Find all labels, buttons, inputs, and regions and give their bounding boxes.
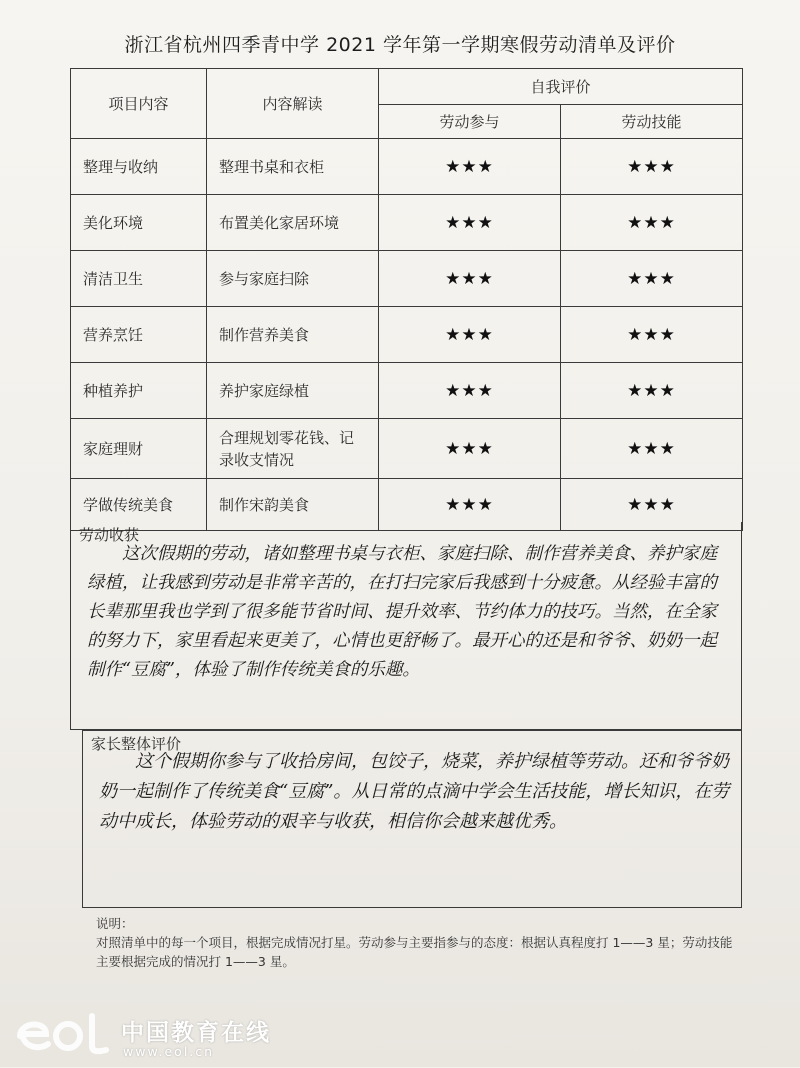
labor-checklist-table — [70, 68, 743, 531]
row-skill-stars: ★★★ — [561, 195, 743, 251]
row-participation-stars: ★★★ — [379, 479, 561, 531]
header-desc: 内容解读 — [207, 69, 379, 139]
header-participation: 劳动参与 — [379, 105, 561, 139]
table-row — [71, 139, 743, 195]
row-desc: 养护家庭绿植 — [207, 363, 379, 419]
table-row — [71, 195, 743, 251]
header-skill: 劳动技能 — [561, 105, 743, 139]
harvest-section — [70, 522, 742, 730]
row-desc: 整理书桌和衣柜 — [207, 139, 379, 195]
instructions — [96, 914, 736, 971]
page-title: 浙江省杭州四季青中学 2021 学年第一学期寒假劳动清单及评价 — [124, 34, 676, 56]
row-skill-stars: ★★★ — [561, 419, 743, 479]
row-participation-stars: ★★★ — [379, 195, 561, 251]
instructions-label: 说明： — [96, 916, 134, 931]
row-item: 整理与收纳 — [71, 139, 207, 195]
row-desc: 布置美化家居环境 — [207, 195, 379, 251]
watermark-name: 中国教育在线 — [121, 1020, 271, 1046]
header-self-eval: 自我评价 — [379, 69, 743, 105]
row-item: 营养烹饪 — [71, 307, 207, 363]
row-item: 家庭理财 — [71, 419, 207, 479]
row-item: 美化环境 — [71, 195, 207, 251]
row-skill-stars: ★★★ — [561, 479, 743, 531]
row-skill-stars: ★★★ — [561, 307, 743, 363]
parent-label: 家长整体评价 — [91, 735, 182, 753]
row-participation-stars: ★★★ — [379, 139, 561, 195]
table-row — [71, 307, 743, 363]
parent-evaluation-section — [82, 730, 742, 908]
header-item: 项目内容 — [71, 69, 207, 139]
row-skill-stars: ★★★ — [561, 251, 743, 307]
instructions-text: 对照清单中的每一个项目，根据完成情况打星。劳动参与主要指参与的态度：根据认真程度打 1——3 星；劳动技能主要根据完成的情况打 1——3 星。 — [96, 935, 733, 969]
watermark-url: www.eol.cn — [123, 1044, 215, 1059]
row-item: 种植养护 — [71, 363, 207, 419]
row-skill-stars: ★★★ — [561, 139, 743, 195]
row-participation-stars: ★★★ — [379, 363, 561, 419]
row-desc: 参与家庭扫除 — [207, 251, 379, 307]
row-desc: 合理规划零花钱、记录收支情况 — [207, 419, 379, 479]
row-item: 清洁卫生 — [71, 251, 207, 307]
row-participation-stars: ★★★ — [379, 251, 561, 307]
eol-watermark — [6, 1004, 306, 1064]
row-desc: 制作宋韵美食 — [207, 479, 379, 531]
row-participation-stars: ★★★ — [379, 419, 561, 479]
table-header-row — [71, 69, 743, 105]
table-row — [71, 419, 743, 479]
row-participation-stars: ★★★ — [379, 307, 561, 363]
eol-logo-icon — [6, 1004, 116, 1064]
harvest-label: 劳动收获 — [79, 526, 140, 544]
row-desc: 制作营养美食 — [207, 307, 379, 363]
table-row — [71, 251, 743, 307]
row-skill-stars: ★★★ — [561, 363, 743, 419]
harvest-handwriting: 这次假期的劳动，诸如整理书桌与衣柜、家庭扫除、制作营养美食、养护家庭绿植，让我感到劳动是非常辛苦的，在打扫完家后我感到十分疲惫。从经验丰富的长辈那里我也学到了很多能节省时间、提升效率、节约体力的技巧。当然，在全家的努力下，家里看起来更美了，心情也更舒畅了。最开心的还是和爷爷、奶奶一起制作“豆腐”，体验了制作传统美食的乐趣。 — [87, 544, 717, 680]
parent-handwriting: 这个假期你参与了收拾房间，包饺子，烧菜，养护绿植等劳动。还和爷爷奶奶一起制作了传统美食“豆腐”。从日常的点滴中学会生活技能，增长知识，在劳动中成长，体验劳动的艰辛与收获，相信你会越来越优秀。 — [99, 751, 730, 832]
table-row — [71, 363, 743, 419]
row-item: 学做传统美食 — [71, 479, 207, 531]
